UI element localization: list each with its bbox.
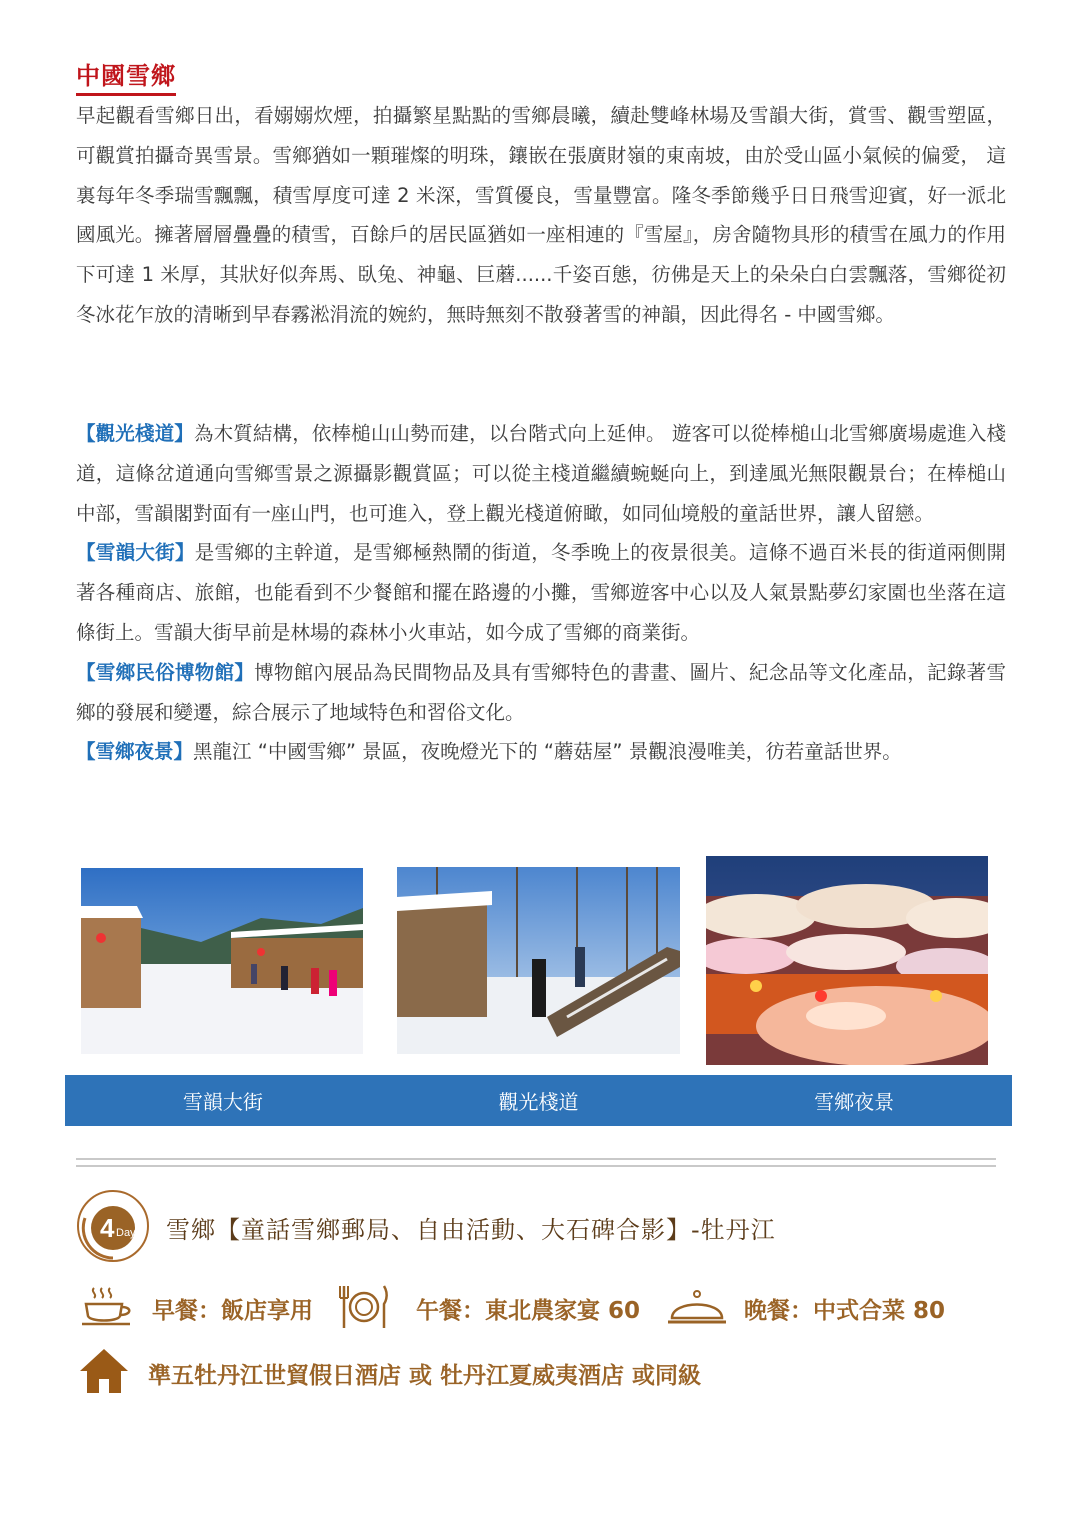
attraction-heading: 【觀光棧道】 xyxy=(76,422,194,445)
attraction-heading: 【雪鄉夜景】 xyxy=(76,740,194,764)
meals-row xyxy=(76,1280,1036,1336)
attraction-text: 是雪鄉的主幹道，是雪鄉極熱鬧的街道，冬季晚上的夜景很美。這條不過百米長的街道兩側開著各種商店、旅館，也能看到不少餐館和擺在路邊的小攤，雪鄉遊客中心以及人氣景點夢幻家園也坐落在這條街上。雪韻大街早前是林場的森林小火車站，如今成了雪鄉的商業街。 xyxy=(76,541,1006,644)
section-divider xyxy=(76,1158,996,1167)
page-title: 中國雪鄉 xyxy=(76,56,176,96)
photo-caption-bar xyxy=(65,1075,1012,1126)
photo-caption: 雪韻大街 xyxy=(182,1090,263,1114)
attraction-snow-street xyxy=(76,533,1006,652)
attraction-museum xyxy=(76,653,1006,733)
photo-caption: 觀光棧道 xyxy=(498,1090,579,1114)
attraction-heading: 【雪韻大街】 xyxy=(76,541,195,565)
house-icon xyxy=(78,1347,130,1395)
day-title: 雪鄉【童話雪鄉郵局、自由活動、大石碑合影】-牡丹江 xyxy=(166,1216,776,1244)
intro-paragraph: 早起觀看雪鄉日出，看嫋嫋炊煙，拍攝繁星點點的雪鄉晨曦，續赴雙峰林場及雪韻大街，賞雪、觀雪塑區，可觀賞拍攝奇異雪景。雪鄉猶如一顆璀燦的明珠，鑲嵌在張廣財嶺的東南坡，由於受山區小氣候的偏愛， 這裏每年冬季瑞雪飄飄，積雪厚度可達 2 米深，雪質優良，雪量豐富。隆冬季節幾乎日日飛雪迎賓，好一派北國風光。擁著層層疊疊的積雪，百餘戶的居民區猶如一座相連的『雪屋』，房舍隨物具形的積雪在風力的作用下可達 1 米厚，其狀好似奔馬、臥兔、神龜、巨蘑......千姿百態，彷佛是天上的朵朵白白雲飄落，雪鄉從初冬冰花乍放的清晰到早春霧淞涓流的婉約，無時無刻不散發著雪的神韻，因此得名 - 中國雪鄉。 xyxy=(76,104,1006,326)
day-number: 4 xyxy=(100,1213,115,1243)
dinner-text: 晚餐：中式合菜 80 xyxy=(744,1298,946,1324)
attraction-text: 黑龍江 “中國雪鄉” 景區，夜晚燈光下的 “蘑菇屋” 景觀浪漫唯美，彷若童話世界。 xyxy=(193,740,902,764)
coffee-cup-icon xyxy=(80,1286,136,1330)
photo-snow-street xyxy=(81,868,363,1054)
photo-boardwalk xyxy=(397,867,680,1054)
attraction-text: 博物館內展品為民間物品及具有雪鄉特色的書畫、圖片、紀念品等文化產品，記錄著雪鄉的發展和變遷，綜合展示了地域特色和習俗文化。 xyxy=(76,660,1006,724)
hotel-row xyxy=(76,1345,1036,1401)
photo-caption: 雪鄉夜景 xyxy=(814,1090,895,1114)
attraction-heading: 【雪鄉民俗博物館】 xyxy=(76,660,255,684)
attractions-section xyxy=(76,414,1006,772)
cloche-icon xyxy=(666,1288,728,1328)
attraction-text: 為木質結構，依棒槌山山勢而建，以台階式向上延伸。 遊客可以從棒槌山北雪鄉廣場處進入棧道，這條岔道通向雪鄉雪景之源攝影觀賞區；可以從主棧道繼續蜿蜒向上，到達風光無限觀景台；在棒槌山中部，雪韻閣對面有一座山門，也可進入，登上觀光棧道俯瞰，如同仙境般的童話世界，讓人留戀。 xyxy=(76,422,1006,525)
attraction-night-view xyxy=(76,732,1006,772)
photo-night-view xyxy=(706,856,988,1065)
breakfast-text: 早餐：飯店享用 xyxy=(152,1298,313,1324)
day-unit: Day xyxy=(116,1227,136,1239)
plate-cutlery-icon xyxy=(338,1282,390,1332)
hotel-text: 準五牡丹江世貿假日酒店 或 牡丹江夏威夷酒店 或同級 xyxy=(148,1363,702,1389)
lunch-text: 午餐：東北農家宴 60 xyxy=(416,1298,641,1324)
attraction-boardwalk xyxy=(76,414,1006,533)
day-badge xyxy=(75,1188,151,1264)
